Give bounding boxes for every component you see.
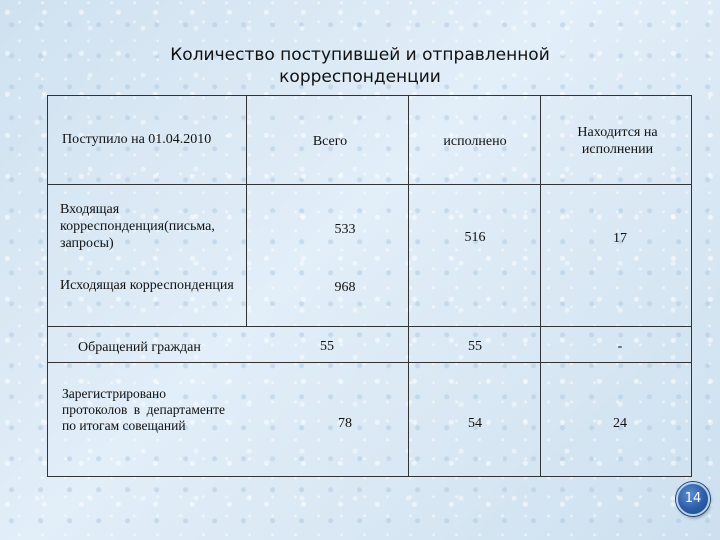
header-in-progress: Находится на исполнении — [577, 125, 658, 157]
row-protocols-done: 54 — [468, 416, 482, 431]
row-incoming-done: 516 — [464, 230, 486, 245]
row-outgoing-total: 968 — [334, 280, 356, 295]
row-incoming-in-progress: 17 — [613, 231, 627, 246]
row-label-incoming: Входящая корреспонденция(письма, запросы) — [60, 202, 215, 251]
table-divider-v3 — [540, 95, 541, 477]
page-number-badge: 14 — [676, 482, 710, 516]
row-label-citizens: Обращений граждан — [78, 340, 201, 355]
header-done: исполнено — [443, 134, 507, 149]
header-received-on: Поступило на 01.04.2010 — [62, 132, 212, 147]
row-incoming-total: 533 — [334, 222, 356, 237]
table-divider-h2 — [47, 326, 692, 327]
row-protocols-total: 78 — [338, 416, 352, 431]
row-label-protocols: Зарегистрировано протоколов в департаменте по итогам совещаний — [62, 386, 225, 433]
table-divider-h3 — [47, 362, 692, 363]
row-citizens-done: 55 — [468, 339, 482, 354]
row-citizens-in-progress: - — [617, 339, 623, 354]
row-label-outgoing: Исходящая корреспонденция — [60, 278, 234, 293]
slide-title-line2: корреспонденции — [279, 67, 441, 87]
row-protocols-in-progress: 24 — [613, 416, 627, 431]
table-divider-h1 — [47, 184, 692, 185]
table-divider-v1 — [246, 95, 247, 326]
table-divider-v2 — [408, 95, 409, 477]
header-total: Всего — [312, 134, 348, 149]
row-citizens-total: 55 — [320, 339, 334, 354]
slide-title — [0, 44, 720, 88]
slide-title-line1: Количество поступившей и отправленной — [170, 45, 550, 65]
